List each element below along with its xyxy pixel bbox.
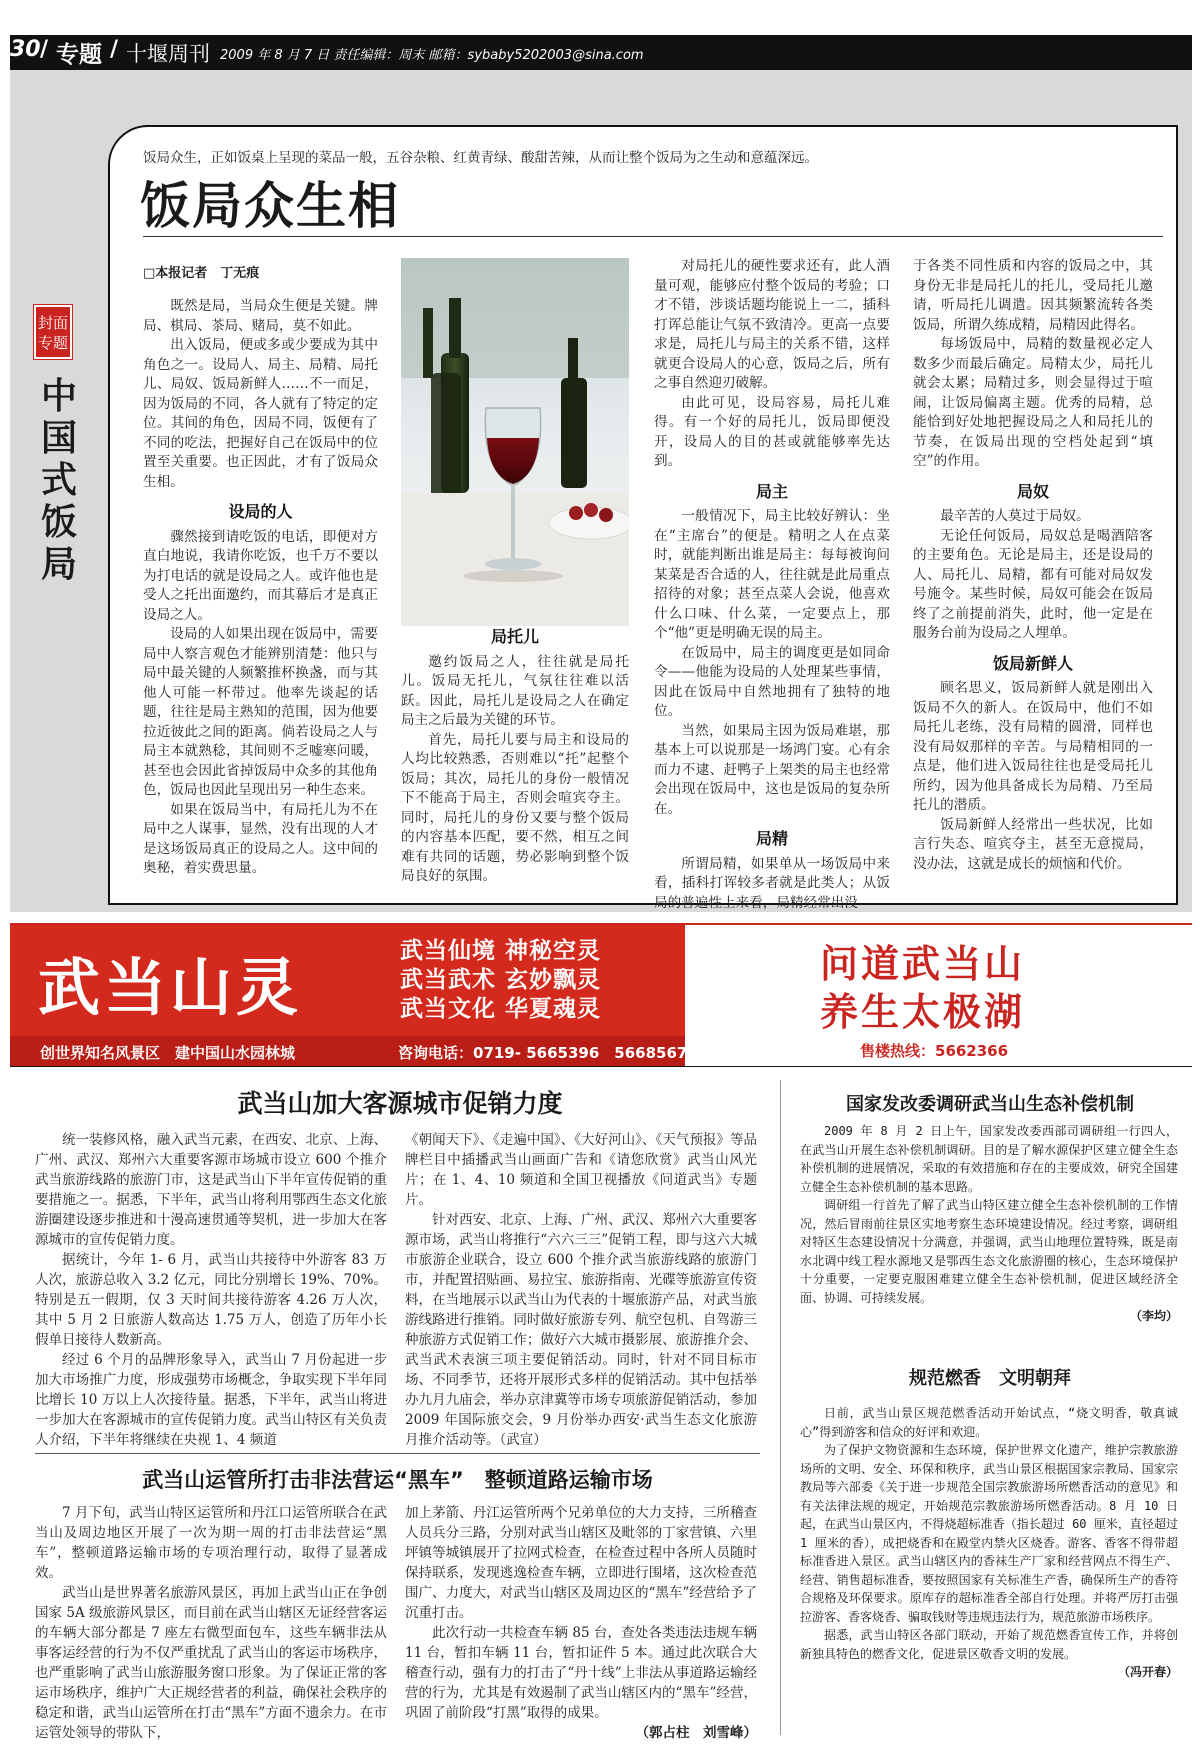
news1-col-left: 统一装修风格，融入武当元素，在西安、北京、上海、广州、武汉、郑州六大重要客源市场城市设立 600 个推介武当旅游线路的旅游门市，这是武当山下半年宣传促销的重要措施之一。据悉，下半年，武当山将利用鄂西生态文化旅游圈建设逐步推进和十漫高速贯通等契机，进一步加大在客源城市的宣传促销力度。 据统计，今年 1- 6 月，武当山共接待中外游客 83 万人次，旅游总收入 3.2 亿元，同比分别增长 19%、70%。特别是五一假期，仅 3 天时间共接待游客 4.26 万人次，其中 5 月 2 日旅游人数高达 1.75 万人，创造了历年小长假单日接待人数新高。 经过 6 个月的品牌形象导入，武当山 7 月份起进一步加大市场推广力度，形成强势市场概念，争取实现下半年同比增长 10 万以上人次接待量。据悉，下半年，武当山将进一步加大在客源城市的宣传促销力度。武当山特区有关负责人介绍，下半年将继续在央视 1、4 频道 (35, 1132, 387, 1448)
news2-title: 武当山运管所打击非法营运“黑车” 整顿道路运输市场 (142, 1468, 653, 1492)
subhead-juzhu: 局主 (755, 481, 788, 501)
subhead-junu: 局奴 (1016, 481, 1049, 501)
feature-byline: □本报记者 丁无痕 (143, 266, 260, 281)
news-divider (35, 1453, 760, 1454)
ad-tagline: 创世界知名风景区 建中国山水园林城 (40, 1044, 296, 1062)
ad-right-line1: 问道武当山 (820, 941, 1026, 986)
news1-title: 武当山加大客源城市促销力度 (237, 1089, 563, 1118)
ad-brand: 武当山灵 (38, 951, 303, 1024)
subhead-jujing: 局精 (755, 829, 788, 848)
cover-topic-badge: 封面 专题 (34, 305, 72, 359)
feature-col1: 既然是局，当局众生便是关键。牌局、棋局、茶局、赌局，莫不如此。 出入饭局，便或多或少要成为其中角色之一。设局人、局主、局精、局托儿、局奴、饭局新鲜人……不一而足，因为饭局的不同，各人就有了特定的定位。其间的角色，因局不同，饭便有了不同的吃法，把握好自己在饭局中的位置至关重要。也正因此，才有了饭局众生相。 设局的人 骤然接到请吃饭的电话，即便对方直白地说，我请你吃饭，也千万不要以为打电话的就是设局之人。或许他也是受人之托出面邀约，而其幕后才是真正设局之人。 设局的人如果出现在饭局中，需要局中人察言观色才能辨别清楚：他只与局中最关键的人频繁推杯换盏，而与其他人可能一杯带过。他率先谈起的话题，往往是局主熟知的范围，因为他要拉近彼此之间的距离。倘若设局之人与局主本就熟稔，其间则不乏嘘寒问暖，甚至也会因此省掉饭局中众多的其他角色，饭局也因此呈现出另一种生态来。 如果在饭局当中，有局托儿为不在局中之人谋事，显然，没有出现的人才是这场饭局真正的设局之人。这中间的奥秘，着实费思量。 (143, 298, 378, 876)
ad-right-line2: 养生太极湖 (820, 989, 1026, 1034)
title-rule (143, 236, 1163, 237)
news2-col-left: 7 月下旬，武当山特区运管所和丹江口运管所联合在武当山及周边地区开展了一次为期一周的打击非法营运“黑车”，整顿道路运输市场的专项治理行动，取得了显著成效。 武当山是世界著名旅游风景区，再加上武当山正在争创国家 5A 级旅游风景区，而目前在武当山辖区无证经营客运的车辆大部分都是 7 座左右微型面包车，这些车辆非法从事客运经营的行为不仅严重扰乱了武当山的客运市场秩序，也严重影响了武当山旅游服务窗口形象。为了保证正常的客运市场秩序，维护广大正规经营者的利益，确保社会秩序的稳定和谐，武当山运管所在打击“黑车”方面不遗余力。在市运管处领导的带队下， (35, 1505, 387, 1741)
publication-name: 十堰周刊 (126, 42, 210, 66)
news4-title: 规范燃香 文明朝拜 (909, 1368, 1071, 1389)
section-name: 专题 (56, 41, 102, 68)
ad-hotline: 售楼热线：5662366 (860, 1042, 1009, 1060)
news3-byline: （李均） (1129, 1309, 1178, 1323)
subhead-jutuo: 局托儿 (490, 627, 539, 646)
feature-col2: 局托儿 邀约饭局之人，往往就是局托儿。饭局无托儿，气氛往往难以活跃。因此，局托儿是设局之人在确定局主之后最为关键的环节。 首先，局托儿要与局主和设局的人均比较熟悉，否则难以“托”起整个饭局；其次，局托儿的身份一般情况下不能高于局主，否则会喧宾夺主。同时，局托儿的身份又要与整个饭局的内容基本匹配，要不然，相互之间难有共同的话题，势必影响到整个饭局良好的氛围。 (401, 627, 629, 884)
page-number: 30 (10, 37, 41, 62)
date-editor-line: 2009 年 8 月 7 日 责任编辑：周末 邮箱：sybaby5202003@sina.com (220, 48, 644, 63)
feature-col4: 于各类不同性质和内容的饭局之中，其身份无非是局托儿的托儿，受局托儿邀请，听局托儿调遣。因其频繁流转各类饭局，所谓久练成精，局精因此得名。 每场饭局中，局精的数量视必定人数多少而最后确定。局精太少，局托儿就会太累；局精过多，则会显得过于喧闹，让饭局偏离主题。优秀的局精，总能恰到好处地把握设局之人和局托儿的节奏，在饭局出现的空档处起到“填空”的作用。 局奴 最辛苦的人莫过于局奴。 无论任何饭局，局奴总是喝酒陪客的主要角色。无论是局主，还是设局的人、局托儿、局精，都有可能对局奴发号施令。某些时候，局奴可能会在饭局终了之前提前消失，此时，他一定是在服务台前为设局之人埋单。 饭局新鲜人 顾名思义，饭局新鲜人就是刚出入饭局不久的新人。在饭局中，他们不如局托儿老练，没有局精的圆滑，同样也没有局奴那样的辛苦。与局精相同的一点是，他们进入饭局往往也是受局托儿所约，因为他具备成长为局精、乃至局托儿的潜质。 饭局新鲜人经常出一些状况，比如言行失态、喧宾夺主，甚至无意搅局，没办法，这就是成长的烦恼和代价。 (913, 258, 1153, 872)
news2-col-right: 加上茅箭、丹江运管所两个兄弟单位的大力支持，三所稽查人员兵分三路，分别对武当山辖区及毗邻的丁家营镇、六里坪镇等城镇展开了拉网式检查，在检查过程中各所人员随时保持联系，发现逃逸检查车辆，立即进行围堵，这次检查范围广、力度大，对武当山辖区及周边区的“黑车”经营给予了沉重打击。 此次行动一共检查车辆 85 台，查处各类违法违规车辆 11 台，暂扣车辆 11 台，暂扣证件 5 本。通过此次联合大稽查行动，强有力的打击了“丹十线”上非法从事道路运输经营的行为，尤其是有效遏制了武当山辖区内的“黑车”经营，巩固了前阶段“打黑”取得的成果。 （郭占柱 刘雪峰） (405, 1505, 757, 1741)
feature-title: 饭局众生相 (140, 176, 400, 235)
news1-col-right: 《朝闻天下》、《走遍中国》、《大好河山》、《天气预报》等品牌栏目中插播武当山画面广告和《请您欣赏》武当山风光片；在 1、4、10 频道和全国卫视播放《问道武当》专题片。 针对西安、北京、上海、广州、武汉、郑州六大重要客源市场，武当山将推行“六六三三”促销工程，即与这六大城市旅游企业联合，设立 600 个推介武当旅游线路的旅游门市，并配置招贴画、易拉宝、旅游指南、光碟等旅游宣传资料，在当地展示以武当山为代表的十堰旅游产品，对武当旅游线路进行推销。同时做好旅游专列、航空包机、自驾游三种旅游方式促销工作；做好六大城市摄影展、旅游推介会、武当武术表演三项主要促销活动。同时，针对不同目标市场、不同季节，还将开展形式多样的促销活动。其中包括举办九月九庙会，举办京津冀等市场专项旅游促销活动，参加 2009 年国际旅交会，9 月份举办西安·武当生态文化旅游月推介活动等。（武宣） (405, 1132, 757, 1448)
news3-body: 2009 年 8 月 2 日上午，国家发改委西部司调研组一行四人，在武当山开展生态补偿机制调研。目的是了解水源保护区建立健全生态补偿机制的进展情况，采取的有效措施和存在的主要成效，研究全国建立健全生态补偿机制的基本思路。 调研组一行首先了解了武当山特区建立健全生态补偿机制的工作情况，然后冒雨前往景区实地考察生态环境建设情况。经过考察，调研组对特区生态建设情况十分满意，并强调，武当山地理位置特殊，既是南水北调中线工程水源地又是鄂西生态文化旅游圈的核心，生态环境保护十分重要，一定要克服困难建立健全生态补偿机制，促进区域经济全面、协调、可持续发展。 （李均） (800, 1122, 1178, 1326)
bottom-column-rule (780, 1080, 781, 1735)
news4-byline: （冯开春） (1117, 1665, 1178, 1679)
subhead-sheju: 设局的人 (228, 502, 293, 521)
vertical-section-title: 中国式饭局 (40, 375, 77, 585)
news3-title: 国家发改委调研武当山生态补偿机制 (846, 1094, 1134, 1115)
bottom-top-rule (10, 1066, 1192, 1067)
feature-lead: 饭局众生，正如饭桌上呈现的菜品一般，五谷杂粮、红黄青绿、酸甜苦辣，从而让整个饭局为之生动和意蕴深远。 (143, 150, 818, 166)
subhead-xinxian: 饭局新鲜人 (992, 653, 1073, 673)
page-header: 30 / 专题 / 十堰周刊 2009 年 8 月 7 日 责任编辑：周末 邮箱：sybaby5202003@sina.com (10, 35, 1192, 70)
ad-slogans: 武当仙境 神秘空灵 武当武术 玄妙飘灵 武当文化 华夏魂灵 (400, 937, 602, 1022)
wine-glass-photo (401, 258, 629, 626)
feature-col3: 对局托儿的硬性要求还有，此人酒量可观，能够应付整个饭局的考验；口才不错，涉谈话题均能说上一二，插科打诨总能让气氛不致清冷。更高一点要求是，局托儿与局主的关系不错，这样就更合设局人的心意，饭局之后，所有之事自然迎刃破解。 由此可见，设局容易，局托儿难得。有一个好的局托儿，饭局即便没开，设局人的目的甚或就能够率先达到。 局主 一般情况下，局主比较好辨认：坐在“主席台”的便是。精明之人在点菜时，就能判断出谁是局主：每每被询问某菜是否合适的人，往往就是此局重点招待的对象；甚至点菜人会说，他喜欢什么口味、什么菜，一定要点上，那个“他”更是明确无误的局主。 在饭局中，局主的调度更是如同命令——他能为设局的人处理某些事情，因此在饭局中自然地拥有了独特的地位。 当然，如果局主因为饭局难堪，那基本上可以说那是一场鸿门宴。心有余而力不逮、赶鸭子上架类的局主也经常会出现在饭局中，这也是饭局的复杂所在。 局精 所谓局精，如果单从一场饭局中来看，插科打诨较多者就是此类人；从饭局的普遍性上来看，局精经常出没 (654, 258, 890, 911)
news4-body: 日前，武当山景区规范燃香活动开始试点，“烧文明香，敬真诚心”得到游客和信众的好评和欢迎。 为了保护文物资源和生态环境，保护世界文化遗产，维护宗教旅游场所的文明、安全、环保和秩序，武当山景区根据国家宗教局、国家宗教局等六部委《关于进一步规范全国宗教旅游场所燃香活动的意见》和有关法律法规的规定，开始规范宗教旅游场所燃香活动。8 月 10 日起，在武当山景区内，不得烧超标准香（指长超过 60 厘米，直径超过 1 厘米的香），成把烧香和在殿堂内禁火区烧香。游客、香客不得带超标准香进入景区。武当山辖区内的香袜生产厂家和经营网点不得生产、经营、销售超标准香，要按照国家有关标准生产香，确保所生产的香符合规格及环保要求。原库存的超标准香全部自行处理。并将严厉打击强拉游客、香客烧香、骗取钱财等违规违法行为，规范旅游市场秩序。 据悉，武当山特区各部门联动，开始了规范燃香宣传工作，并将创新独具特色的燃香文化，促进景区敬香文明的发展。 （冯开春） (800, 1404, 1178, 1682)
ad-phone: 咨询电话：0719- 5665396 5668567 (398, 1044, 688, 1062)
news2-byline: （郭占柱 刘雪峰） (635, 1725, 757, 1741)
